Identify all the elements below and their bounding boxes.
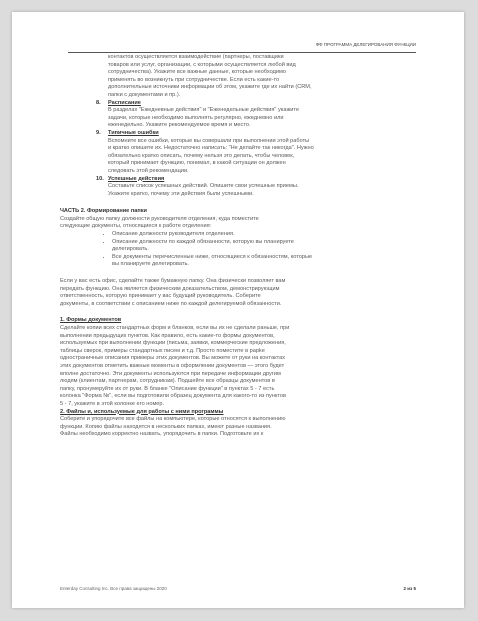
text-line: дополнительные источники информации об этом, укажите где их найти (CRM, xyxy=(108,84,312,91)
text-line: одностраничные описания примеры этих документов. Вы можете от руки на контактах xyxy=(60,355,286,362)
text-line: применять во возникнуть при сотрудничестве. Если есть какие-то xyxy=(108,76,280,83)
bullet-item xyxy=(112,254,432,269)
page-header xyxy=(68,42,416,53)
bullet-item xyxy=(112,239,432,254)
text-line: документы, в соответствии с описанием ниже по каждой делегируемой обязанности. xyxy=(60,300,282,307)
text-line: ответственность, которую принимает у вас будущий руководитель. Соберите xyxy=(60,293,261,300)
text-line: сотрудничества). Укажите все важные данные, которые необходимо xyxy=(108,69,286,76)
text-line: следовать этой рекомендации. xyxy=(108,167,189,174)
text-line: и кратко опишите их. Недостаточно написать: "Не делайте так никогда". Нужно xyxy=(108,145,314,152)
text-line: людям (клиентам, партнерам, сотрудникам). Подшейте все образцы документов в xyxy=(60,378,275,385)
text-line: Укажите кратко, почему эти действия были успешными. xyxy=(108,190,254,197)
list-item-schedule xyxy=(60,100,432,130)
paragraph xyxy=(60,416,432,439)
item-title: Успешные действия xyxy=(108,175,165,182)
text-line: делегировать. xyxy=(112,246,149,253)
text-line: 5 - 7, укажите в этой колонке его номер. xyxy=(60,400,165,407)
text-line: используемых при выполнении функции (письма, заявки, коммерческие предложения, xyxy=(60,340,286,347)
text-line: папки с документами и пр.). xyxy=(108,91,181,98)
item-number: 8. xyxy=(96,99,101,106)
text-line: обязательно кратко описать, почему нельзя это делать, чтобы человек, xyxy=(108,152,295,159)
text-line: Описание должности по каждой обязанности, которую вы планируете xyxy=(112,238,294,245)
footer-copyright: Enterday Consulting Inc. Все права защищены 2020 xyxy=(60,586,167,591)
text-line: вы планируете делегировать. xyxy=(112,261,189,268)
text-line: Если у вас есть офис, сделайте также бумажную папку. Она физически позволяет вам xyxy=(60,278,286,285)
bullet-list xyxy=(60,231,432,269)
text-line: который принимает функцию, понимал, в какой ситуации он должен xyxy=(108,160,286,167)
text-line: колонка "Форма №", если вы подготовили образец документа для какого-то из пунктов xyxy=(60,393,286,400)
text-line: выполнении предыдущих пунктов. Как правило, есть какие-то формы документов, xyxy=(60,332,275,339)
text-line: Описание должности руководителя отделения. xyxy=(112,231,235,238)
list-item-successful-actions xyxy=(60,176,432,199)
subsection-title-forms: 1. Формы документов xyxy=(60,317,122,324)
text-line: этих документов отметить важные моменты в оформлении документов — этого будет xyxy=(60,362,285,369)
text-line: Соберите и упорядочите все файлы на компьютере, которые относятся к выполнению xyxy=(60,416,286,423)
intro-paragraph xyxy=(60,54,432,100)
text-line: таблицы сверок, примеры стандартных писем и т.д. Просто поместите в papke xyxy=(60,347,265,354)
subsection-title-files: 2. Файлы и, используемые для работы с ними программы xyxy=(60,408,224,415)
text-line: Все документы перечисленные ниже, относящиеся к обязанностям, которые xyxy=(112,253,313,260)
document-body xyxy=(60,54,432,439)
bullet-item xyxy=(112,231,432,239)
text-line: еженедельно. Укажите рекомендуемое время и место. xyxy=(108,122,251,129)
text-line: Вспомните все ошибки, которые вы совершали при выполнении этой работы xyxy=(108,137,310,144)
text-line: Файлы необходимо корректно назвать, упорядочить в папки. Подготовьте их к xyxy=(60,431,264,438)
text-line: Создайте общую папку должности руководителя отделения, куда поместите xyxy=(60,215,259,222)
text-line: товаров или услуг, организации, с которыми осуществляется любой вид xyxy=(108,61,296,68)
section-title-part2: ЧАСТЬ 2. Формирование папки xyxy=(60,208,147,215)
text-line: папку, пронумеруйте их от руки. В бланке "Описание функции" в пунктах 5 - 7 есть xyxy=(60,385,275,392)
text-line: вполне достаточно. Эти документы используются при передаче информации другим xyxy=(60,370,281,377)
text-line: задачи, которые необходимо выполнять регулярно, ежедневно или xyxy=(108,114,284,121)
text-line: следующие документы, относящиеся к работе отделения: xyxy=(60,223,212,230)
text-line: Составьте список успешных действий. Опишите свои успешные приемы. xyxy=(108,183,299,190)
document-page xyxy=(12,12,464,608)
header-text: ФФ ПРОГРАММА ДЕЛЕГИРОВАНИЯ ФУНКЦИИ xyxy=(315,42,416,47)
list-item-typical-errors xyxy=(60,130,432,176)
item-number: 9. xyxy=(96,129,101,136)
paragraph xyxy=(60,325,432,409)
text-line: Сделайте копии всех стандартных форм и бланков, если вы их не сделали раньше, при xyxy=(60,325,290,331)
paragraph xyxy=(60,278,432,308)
item-title: Типичные ошибки xyxy=(108,129,159,136)
text-line: функции. Копию файлы находятся в нескольких папках, имеют разные названия. xyxy=(60,423,272,430)
page-number: 2 из 5 xyxy=(403,586,416,591)
item-number: 10. xyxy=(96,175,104,182)
text-line: контактов осуществляется взаимодействие (партнеры, поставщики xyxy=(108,54,284,60)
page-footer xyxy=(60,586,416,591)
item-title: Расписание xyxy=(108,99,141,106)
text-line: В разделах "Ежедневные действия" и "Еженедельные действия" укажите xyxy=(108,107,299,114)
text-line: передать функцию. Она является физическим доказательством, демонстрирующим xyxy=(60,285,280,292)
